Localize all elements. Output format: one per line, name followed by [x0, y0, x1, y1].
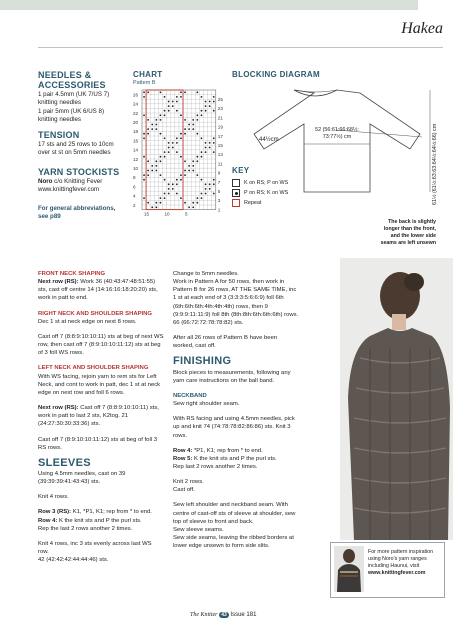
purl-dot — [213, 151, 215, 153]
purl-dot — [205, 142, 207, 144]
purl-dot — [205, 101, 207, 103]
blocking-heading: BLOCKING DIAGRAM — [232, 70, 320, 79]
paragraph: Sew sleeve seams. — [173, 526, 224, 533]
neckband-heading: NECKBAND — [173, 392, 207, 399]
stockists-heading: YARN STOCKISTS — [38, 167, 120, 177]
purl-dot — [172, 188, 174, 190]
purl-dot — [180, 197, 182, 199]
purl-dot — [176, 110, 178, 112]
purl-dot — [176, 101, 178, 103]
finishing-heading: FINISHING — [173, 355, 232, 368]
purl-dot — [164, 96, 166, 98]
purl-dot — [164, 151, 166, 153]
width-label: 44½cm — [259, 137, 279, 143]
purl-dot — [155, 170, 157, 172]
purl-dot — [147, 202, 149, 204]
purl-dot — [184, 174, 186, 176]
paragraph: Change to 5mm needles. — [173, 271, 239, 277]
purl-dot — [205, 105, 207, 107]
purl-dot — [155, 165, 157, 167]
purl-dot — [176, 183, 178, 185]
purl-dot — [155, 119, 157, 121]
purl-dot — [160, 197, 162, 199]
row-number: 6 — [133, 184, 136, 190]
purl-dot — [168, 151, 170, 153]
purl-dot — [192, 165, 194, 167]
purl-dot — [143, 156, 145, 158]
purl-dot — [196, 91, 198, 93]
purl-dot — [143, 91, 145, 93]
purl-dot — [160, 156, 162, 158]
purl-dot — [176, 179, 178, 181]
purl-dot — [143, 114, 145, 116]
paragraph: Block pieces to measurements, following any yarn care instructions on the ball band. — [173, 369, 291, 384]
purl-dot — [164, 193, 166, 195]
purl-dot — [184, 170, 186, 172]
purl-dot — [192, 170, 194, 172]
purl-dot — [176, 151, 178, 153]
paragraph: Rep the last 2 rows another 2 times. — [38, 525, 133, 532]
purl-dot — [209, 188, 211, 190]
pattern-b-chart — [132, 88, 227, 220]
row-number: 16 — [133, 138, 139, 144]
header-rule — [38, 47, 443, 48]
purl-dot — [143, 133, 145, 135]
row-number: 5 — [217, 189, 221, 194]
purl-dot — [155, 128, 157, 130]
purl-dot — [164, 110, 166, 112]
purl-dot — [160, 160, 162, 162]
purl-dot — [164, 179, 166, 181]
purl-dot — [213, 101, 215, 103]
model-photo — [340, 258, 453, 540]
sleeve-label: 52 (56:61:66:68½: 73:77½) cm — [315, 127, 359, 140]
purl-dot — [209, 147, 211, 149]
row-number: 26 — [133, 92, 139, 98]
purl-dot — [143, 96, 145, 98]
row-number: 19 — [217, 124, 223, 130]
purl-dot — [196, 133, 198, 135]
purl-dot — [213, 142, 215, 144]
purl-dot — [147, 133, 149, 135]
paragraph: Sew left shoulder and neckband seam. With centre of cast-off sts of sleeve at shoulder, sew top of sleeve to front and back. — [173, 502, 296, 525]
paragraph: Knit 2 rows. — [173, 479, 204, 486]
purl-dot — [209, 142, 211, 144]
repeat-symbol-icon — [232, 199, 240, 207]
column-number: 15 — [144, 211, 150, 217]
row-number: 17 — [217, 133, 223, 139]
paragraph: Cast off 7 (8:8:9:10:10:11) sts at beg of next WS row, then cast off 7 (8:9:10:10:11:12) sts at beg of 3 foll WS rows. — [38, 333, 164, 357]
purl-dot — [180, 174, 182, 176]
purl-dot — [151, 206, 153, 208]
purl-dot — [172, 142, 174, 144]
inspiration-box — [330, 542, 445, 598]
stockist-url: www.knittingfever.com — [38, 186, 100, 194]
needles-line: knitting needles — [38, 115, 81, 123]
chart-subheading: Pattern B — [133, 80, 156, 86]
row-number: 25 — [217, 97, 223, 102]
purl-dot — [201, 197, 203, 199]
paragraph: Rep last 2 rows another 2 times. — [173, 463, 258, 470]
pattern-column-left — [38, 270, 164, 571]
paragraph: Cast off. — [173, 487, 195, 494]
purl-dot — [147, 174, 149, 176]
paragraph: Work in Pattern A for 50 rows, then work in Pattern B for 26 rows, AT THE SAME TIME, inc 1 st at each end of 3 (3:3:3:5:6:6:9) foll 6th (6th:6th:6th:4th:4th:4th) rows, then 9 (9:9:9:11:11:9) foll 8th (8th:8th:6th:6th:6th) rows. — [173, 279, 299, 318]
purl-dot — [201, 151, 203, 153]
purl-dot — [188, 206, 190, 208]
purl-dot — [209, 101, 211, 103]
purl-dot — [196, 160, 198, 162]
purl-dot — [168, 105, 170, 107]
tension-heading: TENSION — [38, 130, 80, 140]
purl-dot — [168, 193, 170, 195]
purl-symbol-icon — [232, 189, 240, 197]
paragraph: After all 26 rows of Pattern B have been worked, cast off. — [173, 335, 278, 350]
paragraph: Row 4: *P1, K1; rep from * to end. — [173, 447, 263, 454]
purl-dot — [201, 110, 203, 112]
paragraph: Cast off 7 (8:9:10:10:11:12) sts at beg of foll 3 RS rows. — [38, 436, 157, 451]
purl-dot — [180, 114, 182, 116]
purl-dot — [164, 197, 166, 199]
paragraph: Knit 4 rows. — [38, 494, 69, 501]
row-number: 9 — [217, 170, 221, 176]
left-neck-heading: LEFT NECK AND SHOULDER SHAPING — [38, 365, 149, 372]
purl-dot — [205, 188, 207, 190]
purl-dot — [201, 96, 203, 98]
purl-dot — [213, 110, 215, 112]
purl-dot — [172, 105, 174, 107]
needles-line: 1 pair 5mm (UK 6/US 8) — [38, 107, 105, 115]
row-number: 3 — [217, 198, 221, 204]
purl-dot — [147, 119, 149, 121]
purl-dot — [164, 137, 166, 139]
purl-dot — [160, 119, 162, 121]
purl-dot — [151, 165, 153, 167]
needles-line: 1 pair 4.5mm (UK 7/US 7) — [38, 91, 110, 98]
key-item: Repeat — [232, 198, 288, 208]
purl-dot — [184, 91, 186, 93]
purl-dot — [176, 193, 178, 195]
purl-dot — [143, 197, 145, 199]
purl-dot — [196, 197, 198, 199]
purl-dot — [180, 137, 182, 139]
purl-dot — [209, 183, 211, 185]
purl-dot — [192, 124, 194, 126]
purl-dot — [151, 170, 153, 172]
row-number: 8 — [133, 175, 136, 181]
row-number: 18 — [133, 129, 139, 135]
paragraph: 66 (66:72:72:78:78:82) sts. — [173, 319, 244, 326]
paragraph: Sew right shoulder seam. — [173, 401, 240, 408]
row-number: 7 — [217, 179, 221, 185]
purl-dot — [213, 183, 215, 185]
tension-line: over st st on 5mm needles — [38, 149, 111, 157]
front-neck-heading: FRONT NECK SHAPING — [38, 271, 106, 277]
paragraph: Using 4.5mm needles, cast on 39 (39:39:39:41:43:43) sts. — [38, 470, 126, 486]
length-label: 61½ (61½:63:63:64½:64½:66) cm — [432, 123, 438, 205]
purl-dot — [168, 110, 170, 112]
purl-dot — [155, 124, 157, 126]
paragraph: With RS facing and using 4.5mm needles, pick up and knit 74 (74:78:78:82:86:86) sts. Knit 3 rows. — [173, 416, 295, 439]
paragraph: Row 5: K the knit sts and P the purl sts. — [173, 455, 277, 462]
right-neck-heading: RIGHT NECK AND SHOULDER SHAPING — [38, 310, 152, 317]
purl-dot — [168, 101, 170, 103]
key-item: P on RS; K on WS — [232, 188, 288, 198]
tension-line: 17 sts and 25 rows to 10cm — [38, 141, 114, 148]
purl-dot — [160, 114, 162, 116]
knit-symbol-icon — [232, 179, 240, 187]
purl-dot — [155, 160, 157, 162]
purl-dot — [184, 133, 186, 135]
column-number: 5 — [185, 211, 188, 217]
row-number: 11 — [217, 161, 223, 167]
needles-line: knitting needles — [38, 99, 81, 107]
purl-dot — [164, 156, 166, 158]
purl-dot — [196, 202, 198, 204]
needles-heading: NEEDLES & ACCESSORIES — [38, 70, 106, 90]
purl-dot — [147, 160, 149, 162]
purl-dot — [192, 128, 194, 130]
top-tab-strip — [0, 0, 418, 10]
paragraph: With WS facing, rejoin yarn to rem sts for Left Neck, and cont to work in patt, dec 1 st at neck edge on next row and foll 6 rows. — [38, 373, 161, 396]
purl-dot — [168, 188, 170, 190]
purl-dot — [205, 110, 207, 112]
row-number: 12 — [133, 156, 139, 162]
key-heading: KEY — [232, 166, 250, 175]
purl-dot — [176, 142, 178, 144]
purl-dot — [192, 160, 194, 162]
purl-dot — [151, 128, 153, 130]
needles-section — [38, 70, 128, 124]
purl-dot — [192, 119, 194, 121]
model-illustration — [340, 258, 453, 540]
paragraph: Dec 1 st at neck edge on next 8 rows. — [38, 318, 137, 325]
page-footer: The Knitter 43 Issue 181 — [190, 612, 257, 618]
row-number: 10 — [133, 166, 139, 171]
sleeves-heading: SLEEVES — [38, 456, 91, 469]
row-number: 14 — [133, 147, 139, 153]
purl-dot — [160, 202, 162, 204]
purl-dot — [201, 179, 203, 181]
row-number: 24 — [133, 101, 139, 107]
purl-dot — [180, 179, 182, 181]
row-number: 13 — [217, 152, 223, 158]
paragraph: Knit 4 rows, inc 3 sts evenly across last WS row. — [38, 540, 152, 556]
purl-dot — [176, 96, 178, 98]
purl-dot — [201, 137, 203, 139]
purl-dot — [172, 147, 174, 149]
purl-dot — [176, 137, 178, 139]
purl-dot — [180, 96, 182, 98]
row-number: 2 — [133, 202, 136, 208]
blocking-note: The back is slightly longer than the front, and the lower side seams are left unsewn — [380, 219, 436, 246]
purl-dot — [192, 202, 194, 204]
row-number: 1 — [217, 207, 221, 213]
purl-dot — [213, 179, 215, 181]
chart-heading: CHART — [133, 70, 163, 79]
inspiration-link[interactable]: www.knittingfever.com — [368, 570, 426, 576]
page-number-badge: 43 — [221, 612, 227, 618]
purl-dot — [168, 183, 170, 185]
purl-dot — [147, 91, 149, 93]
purl-dot — [164, 114, 166, 116]
paragraph: 42 (42:42:42:44:44:46) sts. — [38, 557, 109, 564]
purl-dot — [201, 114, 203, 116]
key-item: K on RS; P on WS — [232, 178, 288, 188]
stockist-line: Noro c/o Knitting Fever — [38, 178, 103, 185]
purl-dot — [180, 133, 182, 135]
purl-dot — [188, 124, 190, 126]
purl-dot — [205, 151, 207, 153]
tension-section — [38, 130, 133, 158]
purl-dot — [168, 142, 170, 144]
purl-dot — [184, 119, 186, 121]
purl-dot — [172, 101, 174, 103]
abbreviations-note: For general abbreviations, see p89 — [38, 205, 116, 221]
purl-dot — [192, 206, 194, 208]
purl-dot — [184, 202, 186, 204]
purl-dot — [143, 137, 145, 139]
paragraph: Sew side seams, leaving the ribbed borders at lower edge unsewn to form side slits. — [173, 535, 294, 550]
purl-dot — [151, 124, 153, 126]
purl-dot — [155, 202, 157, 204]
purl-dot — [209, 105, 211, 107]
purl-dot — [205, 193, 207, 195]
purl-dot — [201, 193, 203, 195]
purl-dot — [155, 206, 157, 208]
purl-dot — [160, 174, 162, 176]
purl-dot — [184, 128, 186, 130]
purl-dot — [143, 179, 145, 181]
purl-dot — [213, 96, 215, 98]
purl-dot — [205, 147, 207, 149]
purl-dot — [147, 128, 149, 130]
purl-dot — [196, 174, 198, 176]
purl-dot — [213, 193, 215, 195]
purl-dot — [180, 91, 182, 93]
row-number: 15 — [217, 143, 223, 148]
purl-dot — [213, 137, 215, 139]
paragraph: Row 4: K the knit sts and P the purl sts. — [38, 517, 142, 524]
purl-dot — [196, 119, 198, 121]
purl-dot — [184, 160, 186, 162]
purl-dot — [160, 133, 162, 135]
purl-dot — [188, 170, 190, 172]
purl-dot — [147, 170, 149, 172]
paragraph: Row 3 (RS): K1, *P1, K1; rep from * to end. — [38, 509, 152, 516]
purl-dot — [168, 147, 170, 149]
purl-dot — [196, 114, 198, 116]
purl-dot — [201, 156, 203, 158]
purl-dot — [172, 183, 174, 185]
row-number: 21 — [217, 115, 223, 121]
row-number: 23 — [217, 106, 223, 112]
pattern-column-middle — [173, 270, 299, 550]
paragraph: Next row (RS): Cast off 7 (8:8:9:10:10:11) sts, work in patt to last 2 sts, K2tog. 21 (24:27:30:30:33:36) sts. — [38, 405, 159, 428]
inspiration-thumbnail — [334, 546, 364, 592]
purl-dot — [205, 183, 207, 185]
inspiration-text: For more pattern inspiration using Noro's yarn ranges including Haunui, visit www.knittingfever.com — [368, 549, 442, 577]
purl-dot — [196, 156, 198, 158]
row-number: 4 — [133, 193, 136, 199]
purl-dot — [188, 128, 190, 130]
page-title: Hakea — [401, 20, 443, 37]
purl-dot — [160, 91, 162, 93]
purl-dot — [180, 156, 182, 158]
key-list — [232, 178, 288, 208]
stockists-section — [38, 167, 133, 195]
column-number: 10 — [164, 211, 170, 217]
purl-dot — [143, 174, 145, 176]
row-number: 20 — [133, 120, 139, 125]
purl-dot — [188, 165, 190, 167]
paragraph: Next row (RS): Work 36 (40:43:47:48:51:55) sts, cast off centre 14 (14:16:16:18:20:20) sts, work in patt to end. — [38, 279, 158, 302]
row-number: 22 — [133, 110, 139, 116]
